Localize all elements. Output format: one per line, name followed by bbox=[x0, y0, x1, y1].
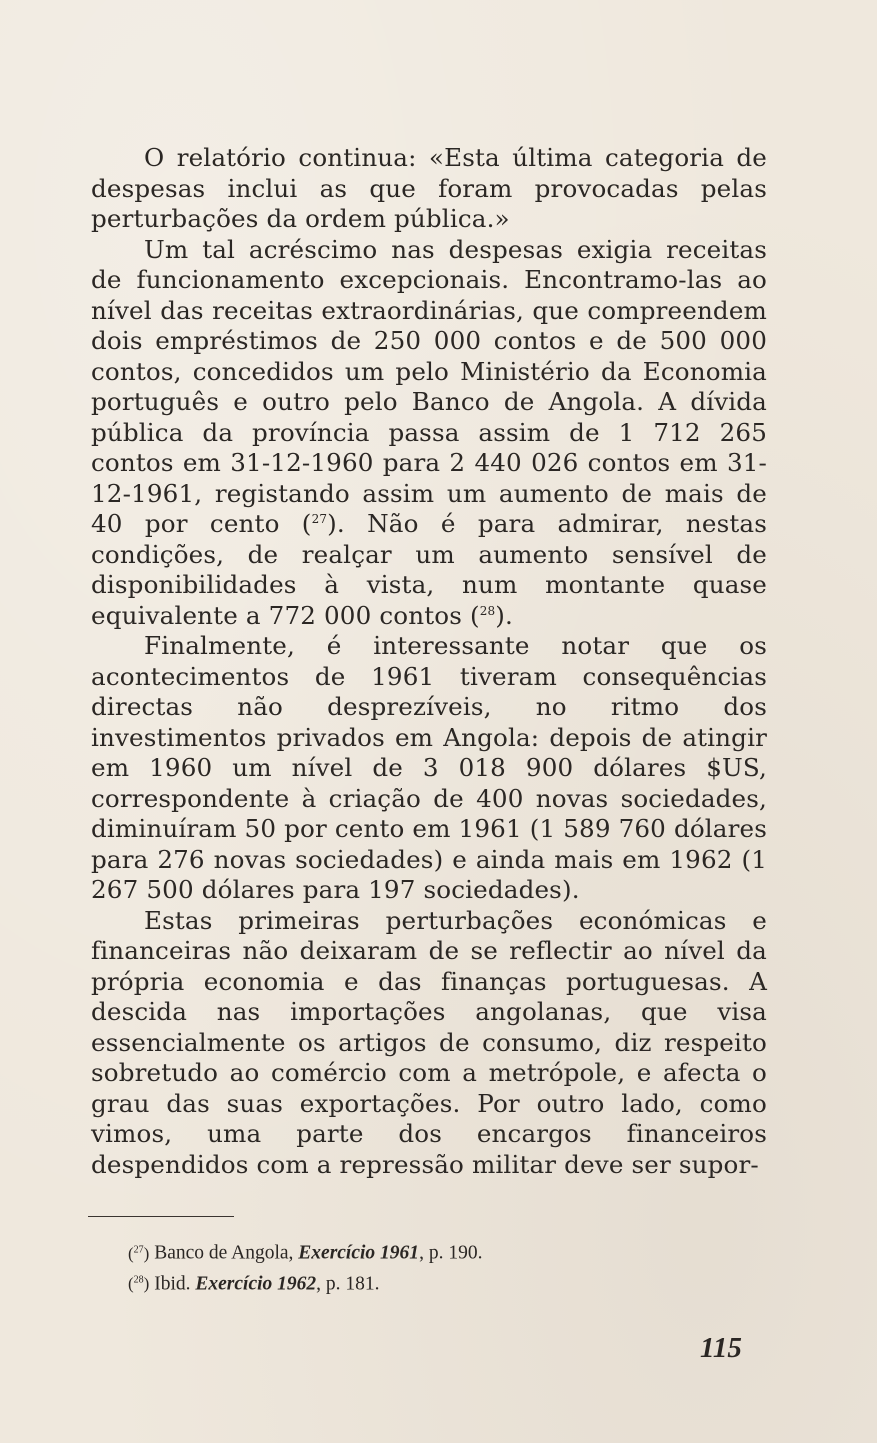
footnote-text: , p. 190. bbox=[419, 1242, 483, 1264]
footnote-mark-number: 27 bbox=[133, 1244, 144, 1255]
footnote-ref-28: 28 bbox=[479, 603, 496, 618]
footnote-title: Exercício 1961 bbox=[298, 1242, 420, 1264]
paragraph-1 bbox=[91, 143, 767, 235]
footnote-27 bbox=[128, 1236, 748, 1267]
footnote-text: Ibid. bbox=[154, 1273, 196, 1295]
footnote-mark-close: ) bbox=[143, 1243, 150, 1263]
paragraph-3 bbox=[91, 631, 767, 906]
paragraph-text: ). Não é para admirar, nestas condições, de realçar um aumento sensível de disponibilidades à vista, num montante quase equivalente a 772 000 contos ( bbox=[91, 509, 767, 630]
paragraph-text: Um tal acréscimo nas despesas exigia receitas de funcionamento excepcionais. Encontramo-las ao nível das receitas extraordinárias, que compreendem dois empréstimos de 250 000 contos e de 500 000 contos, concedidos um pelo Ministério da Economia português e outro pelo Banco de Angola. A dívida pública da província passa assim de 1 712 265 contos em 31-12-1960 para 2 440 026 contos em 31-12-1961, registando assim um aumento de mais de 40 por cento ( bbox=[91, 234, 767, 538]
body-text bbox=[91, 143, 767, 1180]
footnote-mark bbox=[128, 1274, 149, 1293]
paragraph-2 bbox=[91, 235, 767, 632]
footnote-text: Banco de Angola, bbox=[154, 1242, 299, 1264]
footnote-mark-number: 28 bbox=[133, 1274, 144, 1286]
footnote-mark-open: ( bbox=[128, 1243, 134, 1263]
paragraph-text: O relatório continua: «Esta última categoria de despesas inclui as que foram provocadas pelas perturbações da ordem pública.» bbox=[91, 143, 767, 233]
footnotes bbox=[128, 1236, 748, 1297]
footnote-mark-open: ( bbox=[128, 1274, 134, 1294]
footnote-mark bbox=[128, 1244, 149, 1263]
footnote-mark-close: ) bbox=[143, 1274, 150, 1294]
footnote-title: Exercício 1962 bbox=[195, 1273, 317, 1295]
paragraph-text: Finalmente, é interessante notar que os acontecimentos de 1961 tiveram consequências directas não desprezíveis, no ritmo dos investimentos privados em Angola: depois de atingir em 1960 um nível de 3 018 900 dólares $US, correspondente à criação de 400 novas sociedades, diminuíram 50 por cento em 1961 (1 589 760 dólares para 276 novas sociedades) e ainda mais em 1962 (1 267 500 dólares para 197 sociedades). bbox=[91, 631, 767, 904]
paragraph-text: ). bbox=[495, 600, 514, 630]
paragraph-text: Estas primeiras perturbações económicas e financeiras não deixaram de se reflectir ao nível da própria economia e das finanças portuguesas. A descida nas importações angolanas, que visa essencialmente os artigos de consumo, diz respeito sobretudo ao comércio com a metrópole, e afecta o grau das suas exportações. Por outro lado, como vimos, uma parte dos encargos financeiros despendidos com a repressão militar deve ser supor- bbox=[91, 905, 767, 1179]
footnote-text: , p. 181. bbox=[316, 1273, 380, 1295]
page-number: 115 bbox=[700, 1332, 742, 1364]
footnote-28 bbox=[128, 1267, 748, 1298]
footnote-ref-27: 27 bbox=[311, 511, 328, 526]
paragraph-4 bbox=[91, 906, 767, 1181]
footnote-separator bbox=[88, 1216, 234, 1217]
